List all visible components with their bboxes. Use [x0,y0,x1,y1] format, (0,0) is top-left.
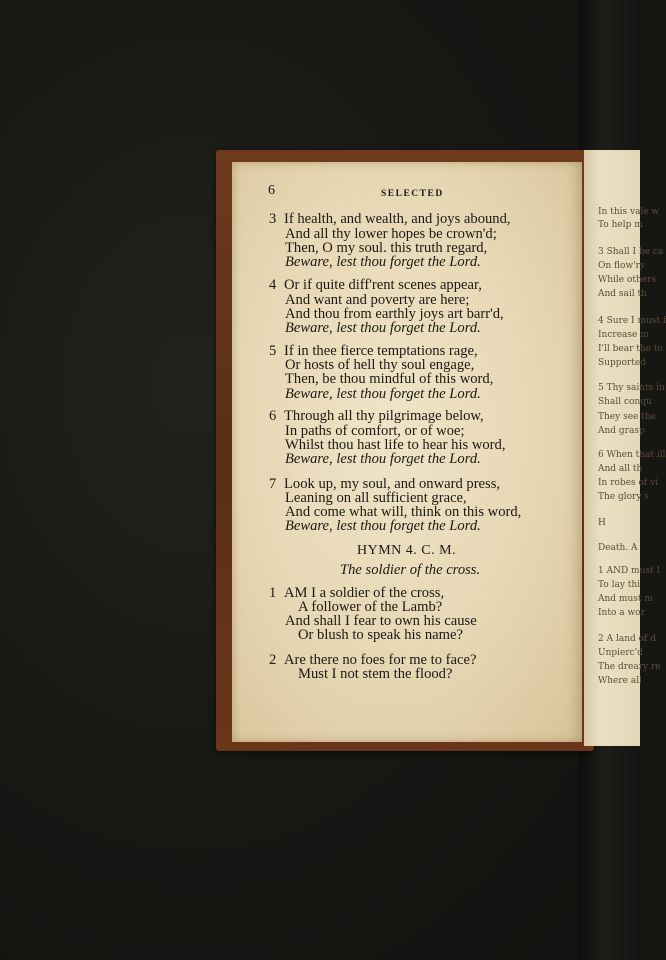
facing-line: To help m [598,220,643,230]
facing-line: In this vale w [598,207,660,217]
facing-line: 6 When that ill [598,450,666,460]
facing-line: 3 Shall I be ca [598,247,664,257]
stanza-number: 2 [269,652,277,668]
verse-line: A follower of the Lamb? [298,599,443,615]
facing-line: In robes of vi [598,478,659,488]
facing-line: Death. A [598,543,638,553]
stanza-number: 7 [269,476,277,492]
stanza-number: 3 [269,211,277,227]
facing-line: Where all [598,676,642,686]
stanza-number: 4 [269,277,277,293]
verse-line: And all thy lower hopes be crown'd; [285,226,497,242]
facing-line: Shall conqu [598,397,652,407]
verse-line: And come what will, think on this word, [285,504,522,520]
facing-line: And must m [598,594,653,604]
refrain-line: Beware, lest thou forget the Lord. [285,451,481,467]
verse-line: If in thee fierce temptations rage, [284,343,478,359]
facing-line: 5 Thy saints in [598,383,665,393]
refrain-line: Beware, lest thou forget the Lord. [285,518,481,534]
facing-line: Increase m [598,330,649,340]
facing-line: H [598,518,606,528]
hymn-heading: HYMN 4. C. M. [357,543,457,558]
verse-line: AM I a soldier of the cross, [284,585,445,601]
facing-line: 2 A land of d [598,634,656,644]
verse-line: Or blush to speak his name? [298,627,463,643]
facing-line: On flow'ry [598,261,646,271]
verse-line: Must I not stem the flood? [298,666,453,682]
verse-line: Through all thy pilgrimage below, [284,408,484,424]
stanza-number: 5 [269,343,277,359]
verse-line: Or if quite diff'rent scenes appear, [284,277,482,293]
facing-line: 4 Sure I must f [598,316,666,326]
verse-line: Then, O my soul. this truth regard, [285,240,488,256]
verse-line: Or hosts of hell thy soul engage, [285,357,475,373]
verse-line: Then, be thou mindful of this word, [285,371,494,387]
running-title: SELECTED [381,189,444,199]
facing-line: The dreary re [598,662,661,672]
facing-line: Supported [598,358,646,368]
facing-line: To lay thi [598,580,641,590]
facing-line: While others [598,275,657,285]
refrain-line: Beware, lest thou forget the Lord. [285,320,481,336]
verse-line: Whilst thou hast life to hear his word, [285,437,506,453]
verse-line: If health, and wealth, and joys abound, [284,211,511,227]
facing-line: Into a wor [598,608,645,618]
verse-line: In paths of comfort, or of woe; [285,423,465,439]
stanza-number: 1 [269,585,277,601]
facing-line: I'll bear the to [598,344,663,354]
facing-line: And sail th [598,289,647,299]
facing-page [584,150,666,746]
refrain-line: Beware, lest thou forget the Lord. [285,386,481,402]
page-number: 6 [268,183,275,198]
verse-line: Leaning on all sufficient grace, [285,490,467,506]
refrain-line: Beware, lest thou forget the Lord. [285,254,481,270]
stanza-number: 6 [269,408,277,424]
facing-line: And all th [598,464,643,474]
verse-line: Look up, my soul, and onward press, [284,476,501,492]
facing-line: The glory s [598,492,649,502]
facing-line: Unpierc'd [598,648,643,658]
facing-line: And grasp [598,426,645,436]
verse-line: And want and poverty are here; [285,292,470,308]
verse-line: And thou from earthly joys art barr'd, [285,306,504,322]
facing-line: They see the [598,412,656,422]
verse-line: Are there no foes for me to face? [284,652,477,668]
verse-line: And shall I fear to own his cause [285,613,477,629]
hymn-subtitle: The soldier of the cross. [340,562,481,578]
facing-line: 1 AND must I [598,566,661,576]
